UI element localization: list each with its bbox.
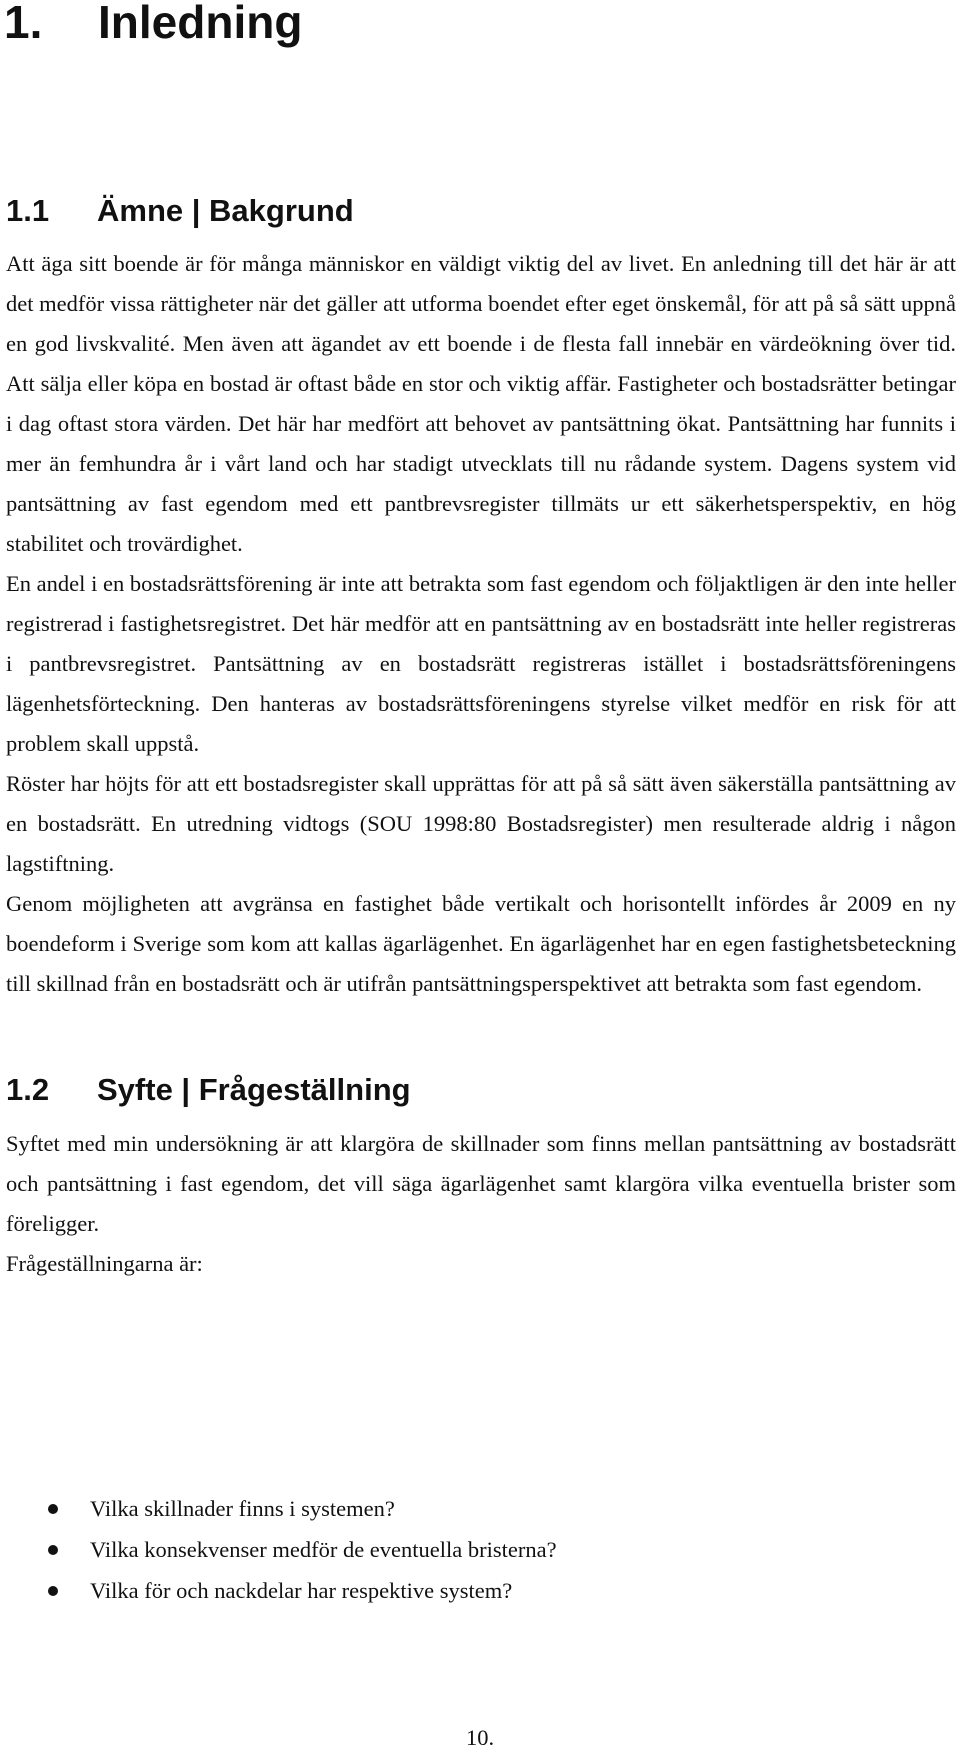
paragraph: En andel i en bostadsrättsförening är inte att betrakta som fast egendom och följaktligen är den inte heller registrerad i fastighetsregistret. Det här medför att en pantsättning av en bostadsrätt inte heller registreras i pantbrevsregistret. Pantsättning av en bostadsrätt registreras istället i bostadsrättsföreningens lägenhetsförteckning. Den hanteras av bostadsrättsföreningens styrelse vilket medför en risk för att problem skall uppstå. bbox=[6, 571, 956, 756]
section-heading-1-1 bbox=[6, 191, 354, 231]
section-title: Ämne | Bakgrund bbox=[97, 193, 354, 228]
list-item bbox=[6, 1529, 557, 1570]
chapter-title: Inledning bbox=[98, 0, 303, 48]
paragraph: Frågeställningarna är: bbox=[6, 1251, 203, 1276]
question-text: Vilka skillnader finns i systemen? bbox=[90, 1496, 395, 1521]
question-text: Vilka konsekvenser medför de eventuella bristerna? bbox=[90, 1537, 557, 1562]
paragraph: Att äga sitt boende är för många människor en väldigt viktig del av livet. En anledning till det här är att det medför vissa rättigheter när det gäller att utforma boendet efter eget önskemål, för att på så sätt uppnå en god livskvalité. Men även att ägandet av ett boende i de flesta fall innebär en värdeökning över tid. Att sälja eller köpa en bostad är oftast både en stor och viktig affär. Fastigheter och bostadsrätter betingar i dag oftast stora värden. Det här har medfört att behovet av pantsättning ökat. Pantsättning har funnits i mer än femhundra år i vårt land och har stadigt utvecklats till nu rådande system. Dagens system vid pantsättning av fast egendom med ett pantbrevsregister tillmäts ur ett säkerhetsperspektiv, en hög stabilitet och trovärdighet. bbox=[6, 251, 956, 556]
section-heading-1-2 bbox=[6, 1070, 411, 1110]
list-item bbox=[6, 1570, 557, 1611]
chapter-number: 1. bbox=[4, 0, 43, 48]
section-number: 1.1 bbox=[6, 193, 50, 228]
bullet-icon bbox=[48, 1586, 58, 1596]
section-1-2-body bbox=[6, 1124, 956, 1284]
bullet-icon bbox=[48, 1545, 58, 1555]
section-1-1-body bbox=[6, 244, 956, 1004]
question-text: Vilka för och nackdelar har respektive system? bbox=[90, 1578, 513, 1603]
paragraph: Syftet med min undersökning är att klargöra de skillnader som finns mellan pantsättning av bostadsrätt och pantsättning i fast egendom, det vill säga ägarlägenhet samt klargöra vilka eventuella brister som föreligger. bbox=[6, 1131, 956, 1236]
section-number: 1.2 bbox=[6, 1072, 50, 1107]
paragraph: Röster har höjts för att ett bostadsregister skall upprättas för att på så sätt även säkerställa pantsättning av en bostadsrätt. En utredning vidtogs (SOU 1998:80 Bostadsregister) men resulterade aldrig i någon lagstiftning. bbox=[6, 771, 956, 876]
bullet-icon bbox=[48, 1504, 58, 1514]
page-number: 10. bbox=[465, 1725, 495, 1750]
list-item bbox=[6, 1488, 557, 1529]
chapter-heading bbox=[4, 0, 302, 50]
paragraph: Genom möjligheten att avgränsa en fastighet både vertikalt och horisontellt infördes år 2009 en ny boendeform i Sverige som kom att kallas ägarlägenhet. En ägarlägenhet har en egen fastighetsbeteckning till skillnad från en bostadsrätt och är utifrån pantsättningsperspektivet att betrakta som fast egendom. bbox=[6, 891, 956, 996]
section-title: Syfte | Frågeställning bbox=[97, 1072, 411, 1107]
question-list bbox=[6, 1488, 557, 1611]
